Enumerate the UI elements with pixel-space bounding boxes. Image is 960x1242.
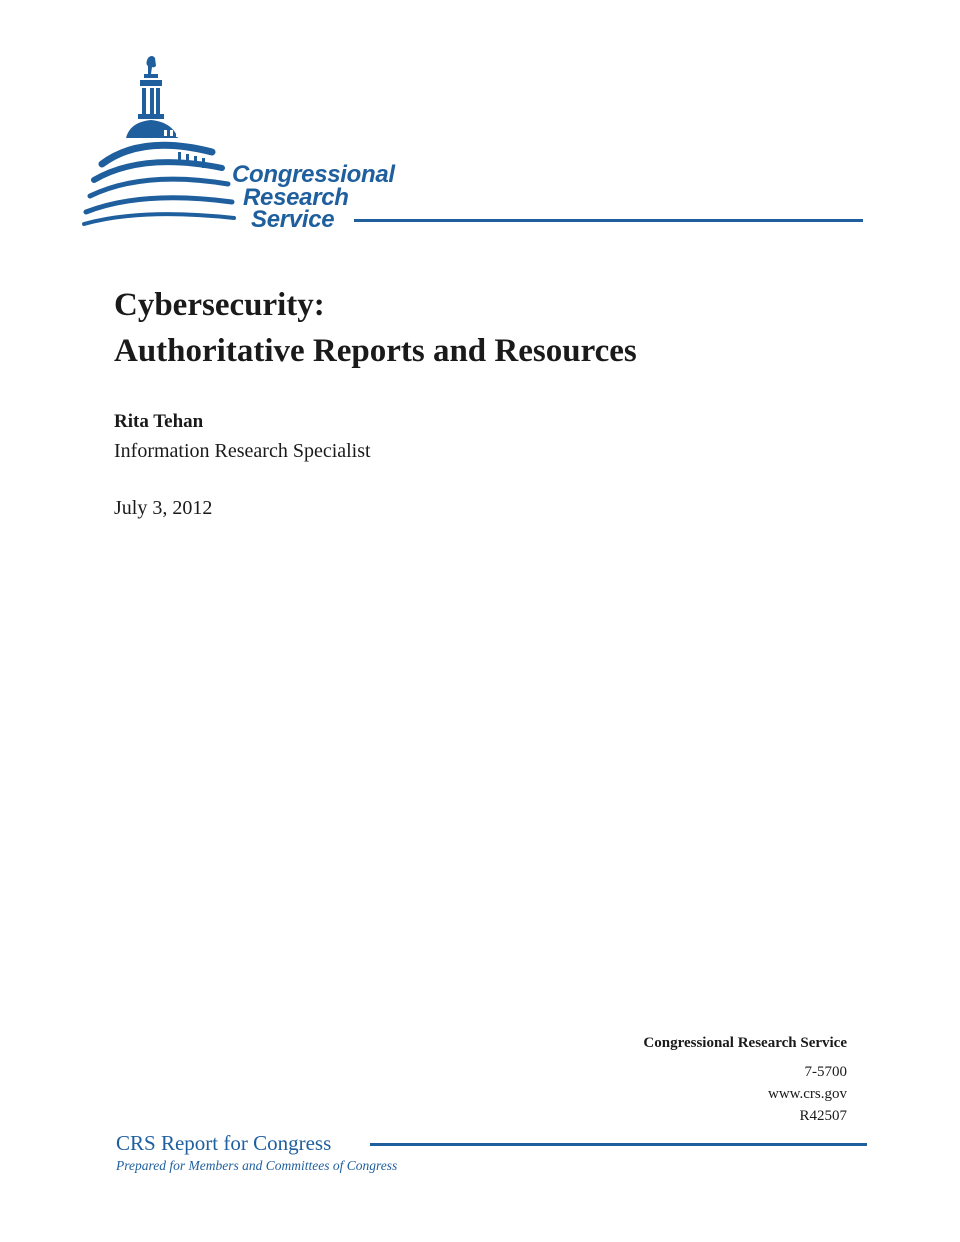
document-title [114,282,637,374]
header-rule [354,219,863,222]
report-id: R42507 [799,1108,847,1124]
footer-title: CRS Report for Congress [116,1131,332,1155]
author-role: Information Research Specialist [114,440,371,462]
logo-text-line3: Service [251,206,335,233]
footer-rule [370,1143,867,1146]
footer-subtitle: Prepared for Members and Committees of Congress [116,1158,398,1173]
author-name: Rita Tehan [114,411,204,432]
website-link[interactable]: www.crs.gov [767,1086,847,1102]
org-info-block [643,1032,847,1127]
logo-text-line2: Research [243,184,349,211]
title-line-1: Cybersecurity: [114,287,325,323]
publication-date: July 3, 2012 [114,497,213,519]
logo-text-line1: Congressional [232,161,395,188]
org-name: Congressional Research Service [643,1035,847,1051]
title-line-2: Authoritative Reports and Resources [114,333,637,369]
document-number: 7-5700 [804,1064,847,1080]
